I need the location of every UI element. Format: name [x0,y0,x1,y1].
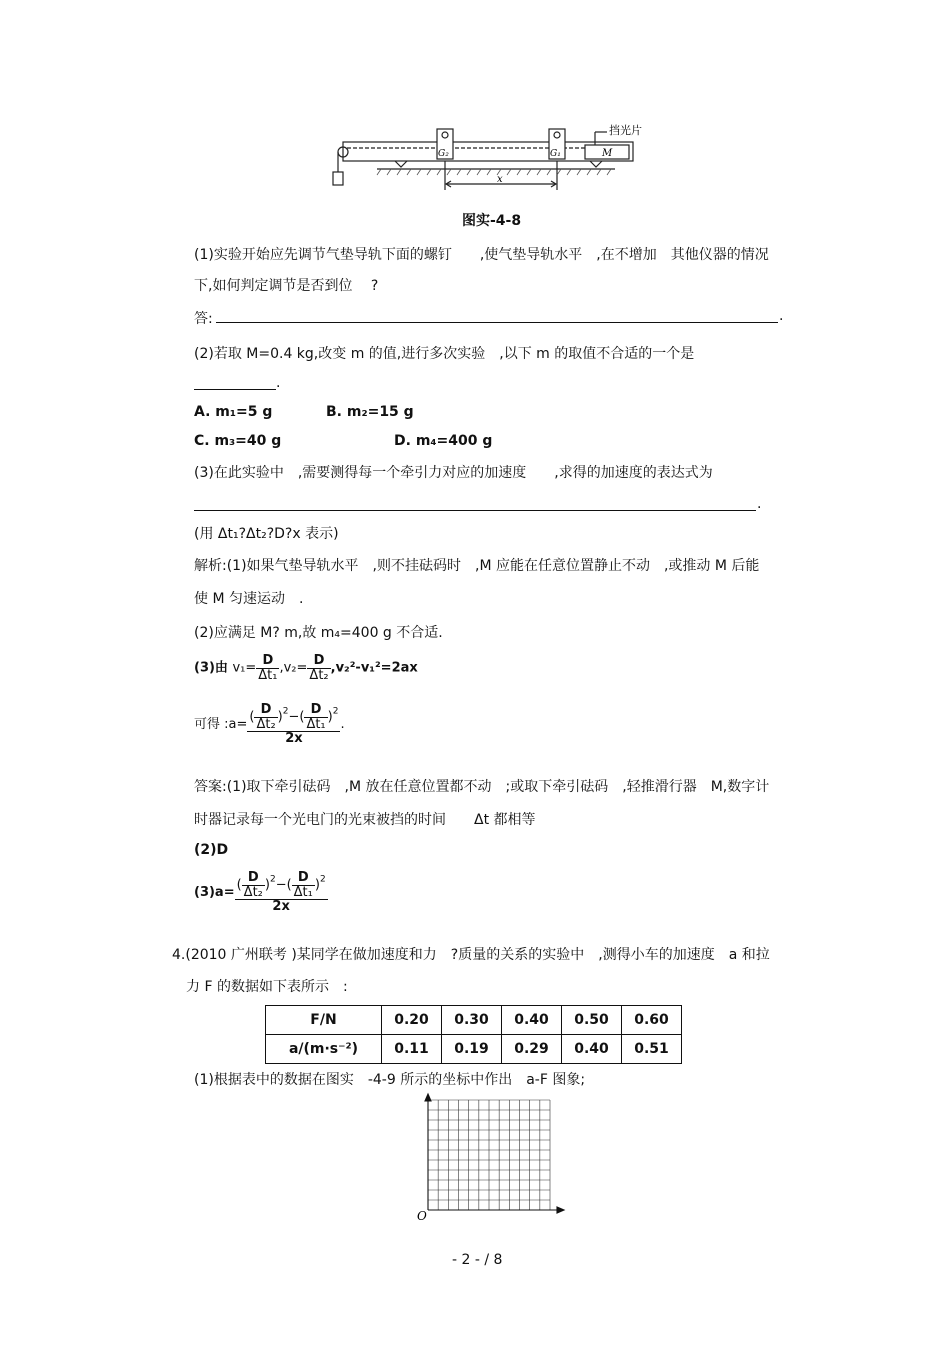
q3-answer-blank [194,510,756,511]
accel-term1: $\frac{D}{\text{Δt₁}}$ [306,702,326,732]
air-track-figure [325,120,642,192]
analysis-line4-prefix: (3)由 [194,660,233,676]
table-header-force: F/N [266,1006,382,1035]
v1-symbol: v₁= [232,660,257,676]
q4-line2: 力 F 的数据如下表所示 : [186,979,348,995]
q2-prompt: (2)若取 M=0.4 kg,改变 m 的值,进行多次实验 ,以下 m 的取值不合适的一个是 [194,346,695,362]
answer-accel-denominator: 2x [235,899,328,914]
table-cell: 0.19 [442,1035,502,1064]
shutter-label: 挡光片 [609,124,642,137]
v2-denominator: Δt₂ [309,667,329,683]
analysis-velocity-equation [194,654,418,682]
answer-accel-equation [194,871,328,914]
answer-line2: 时器记录每一个光电门的光束被挡的时间 Δt 都相等 [194,812,536,828]
gate2-label: G₂ [438,149,449,159]
mass-label: M [602,148,613,159]
analysis-line3: (2)应满足 M? m,故 m₄=400 g 不合适. [194,625,443,641]
table-cell: 0.30 [442,1006,502,1035]
v1-numerator: D [262,653,274,668]
v2-numerator: D [313,653,325,668]
table-cell: 0.40 [502,1006,562,1035]
table-row [266,1006,682,1035]
analysis-accel-equation: 可得 :a= ( $\frac{D}{\text{Δt₂}}$ )$^2$−( $\frac{D}{\text{Δt₁}}$ )$^2$ 2x . [194,702,345,747]
table-cell: 0.11 [382,1035,442,1064]
table-cell: 0.60 [622,1006,682,1035]
q1-blank-period: . [779,308,784,324]
table-cell: 0.20 [382,1006,442,1035]
q2-option-c: C. m₃=40 g [194,433,282,449]
origin-label: O [417,1209,427,1223]
accel-numerator: ( $\frac{D}{\text{Δt₂}}$ )$^2$−( $\frac{D}{\text{Δt₁}}$ )$^2$ [249,702,339,732]
q3-blank-period: . [757,496,762,512]
q2-blank-period: . [276,375,281,391]
table-header-acceleration: a/(m·s⁻²) [266,1035,382,1064]
q1-answer-blank [216,322,778,323]
page-number: - 2 - / 8 [452,1252,503,1268]
answer-line3: (2)D [194,842,229,858]
table-cell: 0.29 [502,1035,562,1064]
coordinate-grid [412,1092,572,1222]
answer-line4-prefix: (3)a= [194,884,235,900]
q1-prompt-line2: 下,如何判定调节是否到位 ? [194,278,379,294]
q3-prompt: (3)在此实验中 ,需要测得每一个牵引力对应的加速度 ,求得的加速度的表达式为 [194,465,713,481]
v1-fraction [256,654,279,682]
v2-symbol: ,v₂= [279,660,308,676]
q2-option-b: B. m₂=15 g [326,404,414,420]
accel-fraction [247,703,340,746]
q2-option-a: A. m₁=5 g [194,404,273,420]
answer-accel-fraction: ( $\frac{D}{\text{Δt₂}}$ )$^2$−( $\frac{D}{\text{Δt₁}}$ )$^2$ 2x [236,870,326,915]
analysis-line1: 解析:(1)如果气垫导轨水平 ,则不挂砝码时 ,M 应能在任意位置静止不动 ,或推动 M 后能 [194,558,760,574]
table-cell: 0.50 [562,1006,622,1035]
v2-fraction [307,654,330,682]
figure-caption: 图实-4-8 [462,213,522,229]
q4-line1: 4.(2010 广州联考 )某同学在做加速度和力 ?质量的关系的实验中 ,测得小车的加速度 a 和拉 [172,947,770,963]
answer-line1: 答案:(1)取下牵引砝码 ,M 放在任意位置都不动 ;或取下牵引砝码 ,轻推滑行器 M,数字计 [194,779,770,795]
analysis-line2: 使 M 匀速运动 . [194,591,304,607]
accel-term2: $\frac{D}{\text{Δt₂}}$ [256,702,276,732]
q4-sub1: (1)根据表中的数据在图实 -4-9 所示的坐标中作出 a-F 图象; [194,1072,586,1088]
table-cell: 0.40 [562,1035,622,1064]
accel-denominator: 2x [247,731,340,746]
table-cell: 0.51 [622,1035,682,1064]
analysis-line5-prefix: 可得 :a= [194,716,248,732]
q1-prompt-line1: (1)实验开始应先调节气垫导轨下面的螺钉 ,使气垫导轨水平 ,在不增加 其他仪器的情况 [194,247,769,263]
table-row [266,1035,682,1064]
q2-answer-blank [194,389,276,390]
q2-option-d: D. m₄=400 g [394,433,493,449]
distance-label: x [497,174,503,185]
gate1-label: G₁ [550,149,561,159]
q3-note: (用 Δt₁?Δt₂?D?x 表示) [194,526,339,542]
kinematics-equation: ,v₂²-v₁²=2ax [330,660,418,676]
force-acceleration-table [265,1005,682,1064]
v1-denominator: Δt₁ [258,667,278,683]
q1-answer-label: 答: [194,311,213,327]
